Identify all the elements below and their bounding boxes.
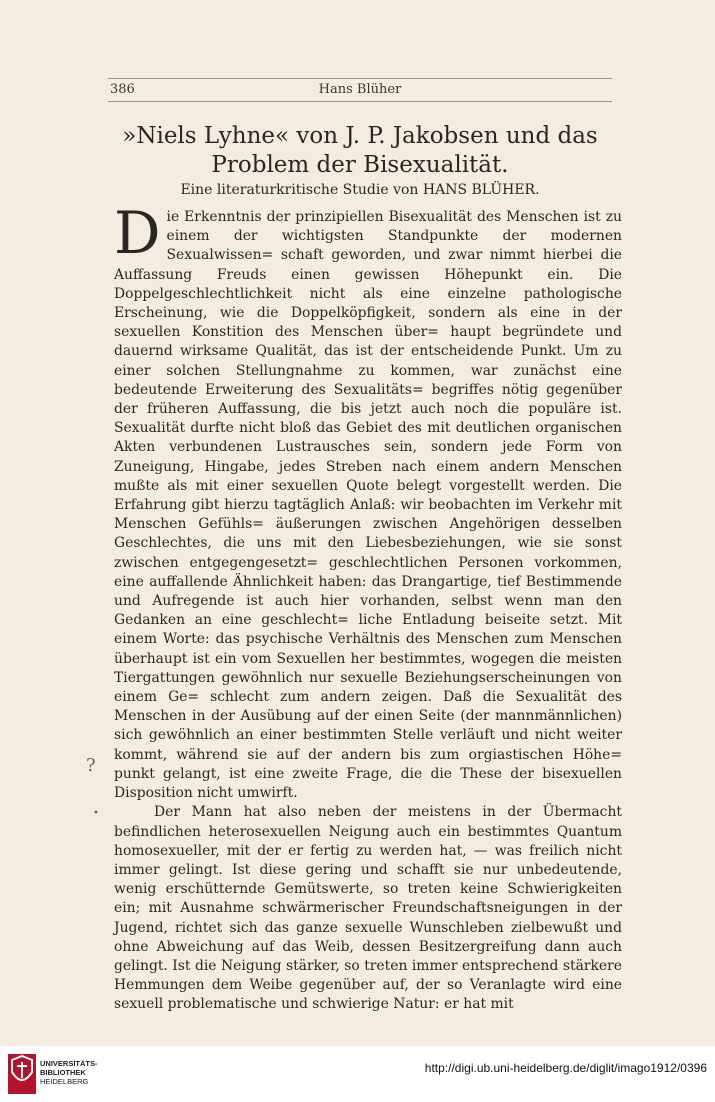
margin-pencil-mark: ? [86,755,96,776]
title-line-2: Problem der Bisexualität. [211,152,509,178]
drop-cap: D [114,199,161,267]
library-line-3: HEIDELBERG [40,1077,89,1086]
university-logo-icon [8,1054,36,1094]
permalink-url[interactable]: http://digi.ub.uni-heidelberg.de/diglit/imago1912/0396 [424,1061,707,1075]
library-line-1: UNIVERSITÄTS- [40,1059,98,1068]
paragraph-2: Der Mann hat also neben der meistens in der Übermacht befindlichen heterosexuellen Neigung auch ein bestimmtes Quantum homosexueller, mit der er fertig zu werden hat, — was freilich nicht immer gelingt. Ist diese gering und schafft sie nur unbedeutende, wenig erschütternde Gemütswerte, so treten keine Schwierigkeiten ein; mit Ausnahme schwärmerischer Freundschaftsneigungen in der Jugend, richtet sich das ganze sexuelle Wunschleben zielbewußt und ohne Abweichung auf das Weib, dessen Besitzergreifung dann auch gelingt. Ist die Neigung stärker, so treten immer entsprechend stärkere Hemmungen dem Weibe gegenüber auf, der so Veranlagte wird eine sexuell problematische und schwierige Natur: er hat mit [114,804,622,1013]
paragraph-1 [114,199,622,803]
title-line-1: »Niels Lyhne« von J. P. Jakobsen und das [122,123,598,149]
article-subtitle: Eine literaturkritische Studie von HANS BLÜHER. [180,182,540,198]
page-number: 386 [110,82,135,97]
running-title: Hans Blüher [318,82,402,97]
viewer-footer [0,1046,715,1102]
article-title [108,122,612,180]
article-body [114,199,622,1015]
margin-dot-mark: • [93,808,99,819]
library-line-2: BIBLIOTHEK [40,1068,86,1077]
running-header [108,78,612,102]
paragraph-1-text: ie Erkenntnis der prinzipiellen Bisexualität des Menschen ist zu einem der wichtigsten Standpunkte der modernen Sexualwissen= schaft geworden, und zwar nimmt hierbei die Auffassung Freuds einen gewissen Höhepunkt ein. Die Doppelgeschlechtlichkeit nicht als eine einzelne pathologische Erscheinung, wie die Doppelköpfigkeit, sondern als eine in der sexuellen Konstition des Menschen über= haupt begründete und dauernd wirksame Qualität, das ist der entscheidende Punkt. Um zu einer solchen Stellungnahme zu kommen, war zunächst eine bedeutende Erweiterung des Sexualitäts= begriffes nötig gegenüber der früheren Auffassung, die bis jetzt auch noch die populäre ist. Sexualität durfte nicht bloß das Gebiet des mit deutlichen organischen Akten verbundenen Lustrausches sein, sondern jede Form von Zuneigung, Hingabe, jedes Streben nach einem andern Menschen mußte als mit einer sexuellen Quote belegt vorgestellt werden. Die Erfahrung gibt hierzu tagtäglich Anlaß: wir beobachten im Verkehr mit Menschen Gefühls= äußerungen zwischen Angehörigen desselben Geschlechtes, die uns mit den Liebesbeziehungen, wie sie sonst zwischen entgegengesetzt= geschlechtlichen Personen vorkommen, eine auffallende Ähnlichkeit haben: das Drangartige, tief Bestimmende und Aufregende ist auch hier vorhanden, selbst wenn man den Gedanken an eine geschlecht= liche Entladung beiseite setzt. Mit einem Worte: das psychische Verhältnis des Menschen zum Menschen überhaupt ist ein vom Sexuellen her bestimmtes, wogegen die meisten Tiergattungen gewöhnlich nur sexuelle Beziehungserscheinungen von einem Ge= schlecht zum andern zeigen. Daß die Sexualität des Menschen in der Ausübung auf der einen Seite (der mannmännlichen) sich gewöhnlich an einer bestimmten Stelle verläuft und nicht weiter kommt, während sie auf der andern bis zum orgiastischen Höhe= punkt gelangt, ist eine zweite Frage, die die These der bisexuellen Disposition nicht umwirft. [114,209,622,802]
library-name [40,1059,98,1086]
